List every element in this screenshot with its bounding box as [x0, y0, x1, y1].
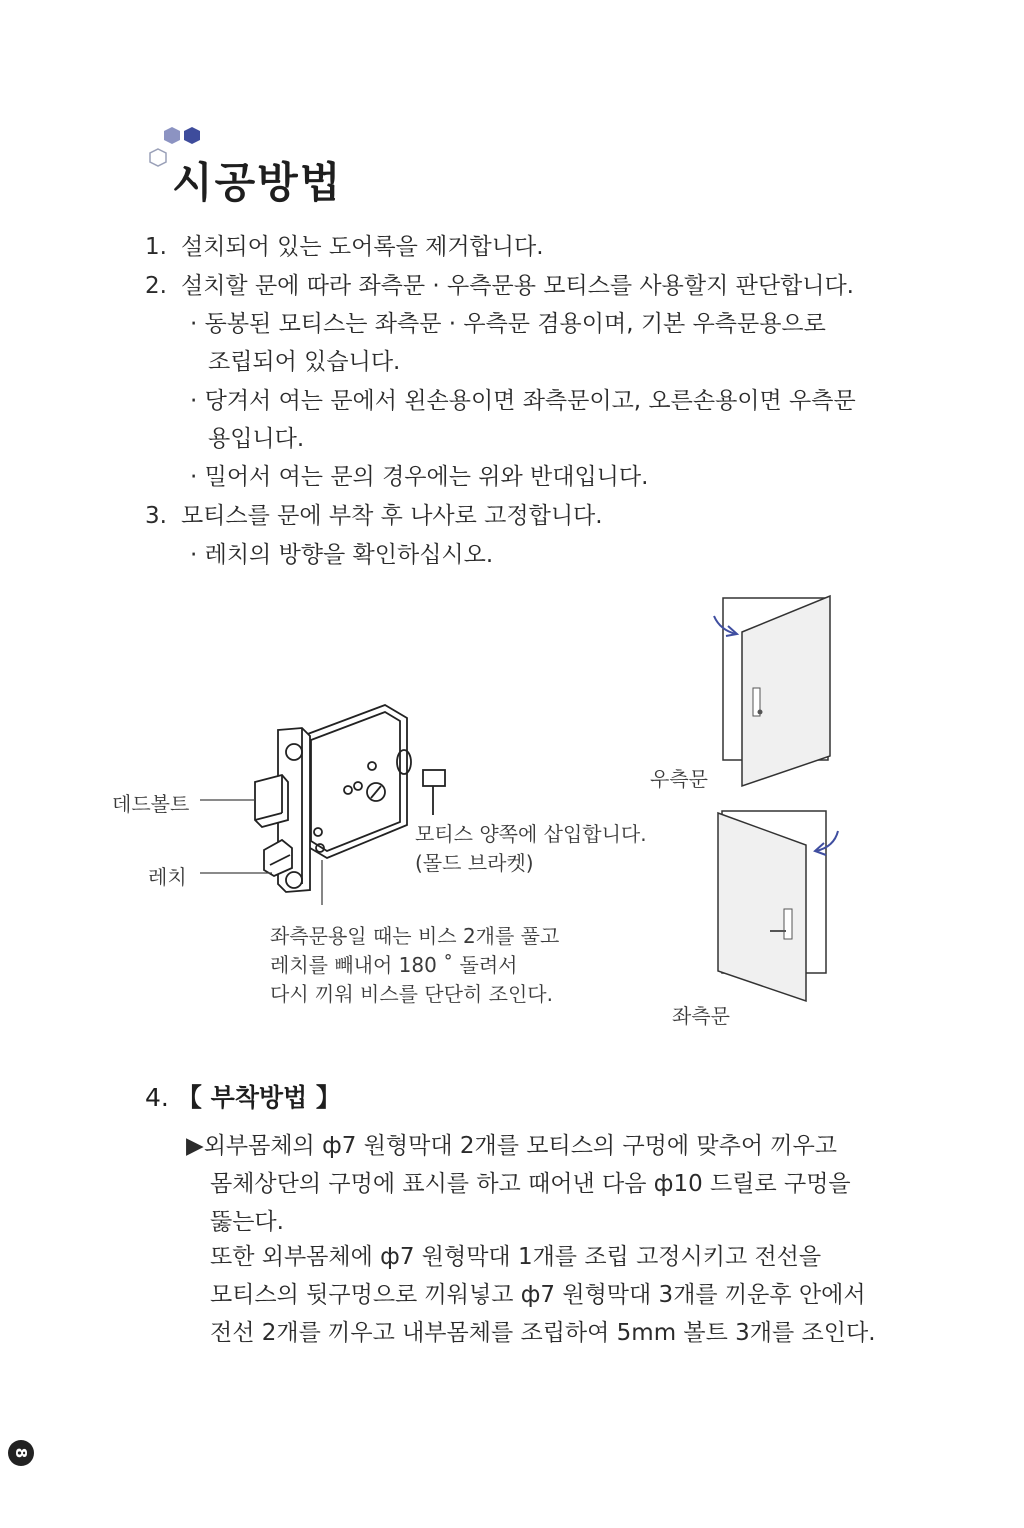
step-2-bullet-2-cont: 용입니다.: [208, 426, 305, 452]
bracket-note-line-2: (몰드 브라켓): [415, 851, 534, 875]
step-1: 1. 설치되어 있는 도어록을 제거합니다.: [145, 234, 544, 260]
left-door-label: 좌측문: [672, 1004, 730, 1028]
bracket-note-line-1: 모티스 양쪽에 삽입합니다.: [415, 822, 647, 846]
right-door-label: 우측문: [650, 767, 708, 791]
section-4-para-1-line-1: ▶외부몸체의 ф7 원형막대 2개를 모티스의 구멍에 맞추어 끼우고: [186, 1133, 838, 1159]
left-door-illustration: [700, 805, 850, 1005]
step-2-bullet-3: · 밀어서 여는 문의 경우에는 위와 반대입니다.: [190, 464, 649, 490]
latch-label: 레치: [148, 865, 187, 889]
section-4-para-1-line-3: 뚫는다.: [210, 1209, 284, 1235]
section-4-para-1-line-2: 몸체상단의 구멍에 표시를 하고 때어낸 다음 ф10 드릴로 구멍을: [210, 1171, 851, 1197]
step-2-bullet-2: · 당겨서 여는 문에서 왼손용이면 좌측문이고, 오른손용이면 우측문: [190, 388, 856, 414]
left-door-note-line-1: 좌측문용일 때는 비스 2개를 풀고: [270, 924, 560, 948]
step-3: 3. 모티스를 문에 부착 후 나사로 고정합니다.: [145, 503, 603, 529]
section-4-para-2-line-1: 또한 외부몸체에 ф7 원형막대 1개를 조립 고정시키고 전선을: [210, 1244, 822, 1270]
deadbolt-label: 데드볼트: [112, 792, 190, 816]
right-door-illustration: [700, 590, 850, 790]
left-door-note-line-2: 레치를 빼내어 180 ˚ 돌려서: [270, 953, 518, 977]
section-4-para-2-line-3: 전선 2개를 끼우고 내부몸체를 조립하여 5mm 볼트 3개를 조인다.: [210, 1320, 876, 1346]
page-number: 8: [8, 1440, 34, 1466]
step-3-bullet-1: · 레치의 방향을 확인하십시오.: [190, 542, 494, 568]
mortise-lock-illustration: [190, 690, 470, 920]
left-door-note-line-3: 다시 끼워 비스를 단단히 조인다.: [270, 982, 553, 1006]
step-2-bullet-1-cont: 조립되어 있습니다.: [208, 349, 401, 375]
section-4-heading: 4. 【 부착방법 】: [145, 1083, 341, 1112]
step-2-bullet-1: · 동봉된 모티스는 좌측문 · 우측문 겸용이며, 기본 우측문용으로: [190, 311, 826, 337]
step-2: 2. 설치할 문에 따라 좌측문 · 우측문용 모티스를 사용할지 판단합니다.: [145, 273, 854, 299]
page-title: 시공방법: [172, 158, 343, 207]
section-4-para-2-line-2: 모티스의 뒷구멍으로 끼워넣고 ф7 원형막대 3개를 끼운후 안에서: [210, 1282, 866, 1308]
